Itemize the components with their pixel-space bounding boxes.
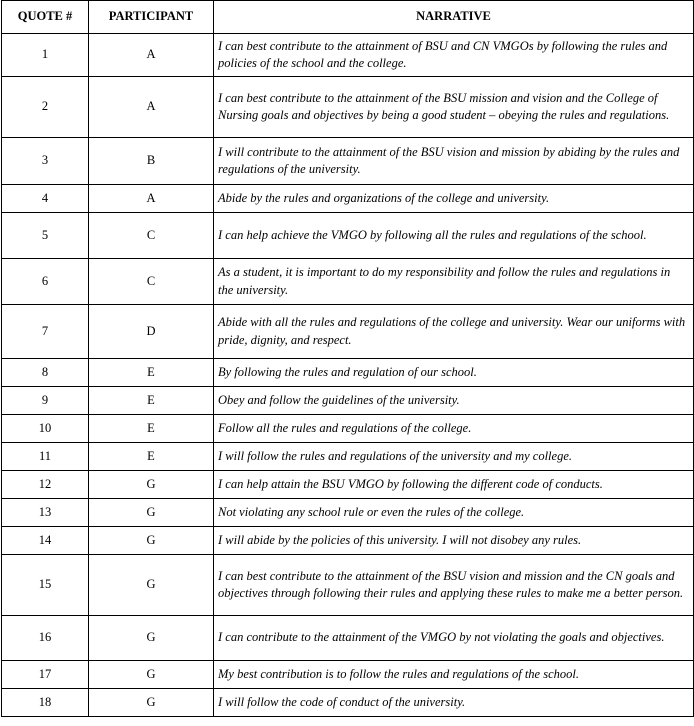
narrative: I can best contribute to the attainment of the BSU mission and vision and the College of Nursing goals and objectives by being a good student – obeying the rules and regulations. (214, 77, 694, 138)
participant: G (89, 499, 214, 527)
narrative: I will abide by the policies of this university. I will not disobey any rules. (214, 527, 694, 555)
participant: G (89, 661, 214, 689)
table-row (2, 555, 694, 616)
quote-number: 6 (2, 259, 89, 305)
table-row (2, 443, 694, 471)
table-row (2, 689, 694, 717)
participant: E (89, 415, 214, 443)
participant: E (89, 359, 214, 387)
quote-number: 14 (2, 527, 89, 555)
table-row (2, 185, 694, 213)
table-row (2, 305, 694, 359)
participant: G (89, 555, 214, 616)
quote-number: 17 (2, 661, 89, 689)
quote-number: 7 (2, 305, 89, 359)
quote-number: 8 (2, 359, 89, 387)
table-row (2, 259, 694, 305)
narrative: Not violating any school rule or even the rules of the college. (214, 499, 694, 527)
table-row (2, 499, 694, 527)
quote-number: 15 (2, 555, 89, 616)
table-row (2, 661, 694, 689)
quote-number: 16 (2, 616, 89, 661)
narrative: I will follow the code of conduct of the university. (214, 689, 694, 717)
participant: A (89, 77, 214, 138)
narrative: Obey and follow the guidelines of the university. (214, 387, 694, 415)
participant: A (89, 185, 214, 213)
table-row (2, 415, 694, 443)
quote-number: 2 (2, 77, 89, 138)
participant: D (89, 305, 214, 359)
table-row (2, 527, 694, 555)
narrative: I can best contribute to the attainment of the BSU vision and mission and the CN goals and objectives through following their rules and applying these rules to make me a better person. (214, 555, 694, 616)
table-row (2, 616, 694, 661)
table-row (2, 34, 694, 77)
quote-number: 4 (2, 185, 89, 213)
participant: E (89, 443, 214, 471)
participant: E (89, 387, 214, 415)
narrative: I can best contribute to the attainment of BSU and CN VMGOs by following the rules and policies of the school and the college. (214, 34, 694, 77)
quote-number: 9 (2, 387, 89, 415)
table-row (2, 359, 694, 387)
narrative: I will contribute to the attainment of the BSU vision and mission by abiding by the rules and regulations of the university. (214, 138, 694, 185)
quote-number: 5 (2, 213, 89, 259)
quote-number: 10 (2, 415, 89, 443)
header-row (2, 1, 694, 34)
table-row (2, 77, 694, 138)
narrative: As a student, it is important to do my responsibility and follow the rules and regulations in the university. (214, 259, 694, 305)
quote-number: 3 (2, 138, 89, 185)
quote-number: 11 (2, 443, 89, 471)
quotes-table (1, 0, 694, 717)
narrative: Abide by the rules and organizations of the college and university. (214, 185, 694, 213)
participant: G (89, 471, 214, 499)
quote-number: 12 (2, 471, 89, 499)
table-row (2, 471, 694, 499)
narrative: I can help achieve the VMGO by following all the rules and regulations of the school. (214, 213, 694, 259)
header-narrative: NARRATIVE (214, 1, 694, 34)
narrative: I will follow the rules and regulations of the university and my college. (214, 443, 694, 471)
narrative: I can help attain the BSU VMGO by following the different code of conducts. (214, 471, 694, 499)
participant: A (89, 34, 214, 77)
narrative: I can contribute to the attainment of the VMGO by not violating the goals and objectives. (214, 616, 694, 661)
narrative: Abide with all the rules and regulations of the college and university. Wear our uniforms with pride, dignity, and respect. (214, 305, 694, 359)
participant: C (89, 259, 214, 305)
header-participant: PARTICIPANT (89, 1, 214, 34)
quote-number: 13 (2, 499, 89, 527)
header-quote-number: QUOTE # (2, 1, 89, 34)
table-row (2, 387, 694, 415)
quote-number: 18 (2, 689, 89, 717)
table-row (2, 213, 694, 259)
participant: C (89, 213, 214, 259)
participant: G (89, 616, 214, 661)
participant: G (89, 527, 214, 555)
narrative: By following the rules and regulation of our school. (214, 359, 694, 387)
participant: B (89, 138, 214, 185)
table-row (2, 138, 694, 185)
narrative: Follow all the rules and regulations of the college. (214, 415, 694, 443)
participant: G (89, 689, 214, 717)
quote-number: 1 (2, 34, 89, 77)
narrative: My best contribution is to follow the rules and regulations of the school. (214, 661, 694, 689)
